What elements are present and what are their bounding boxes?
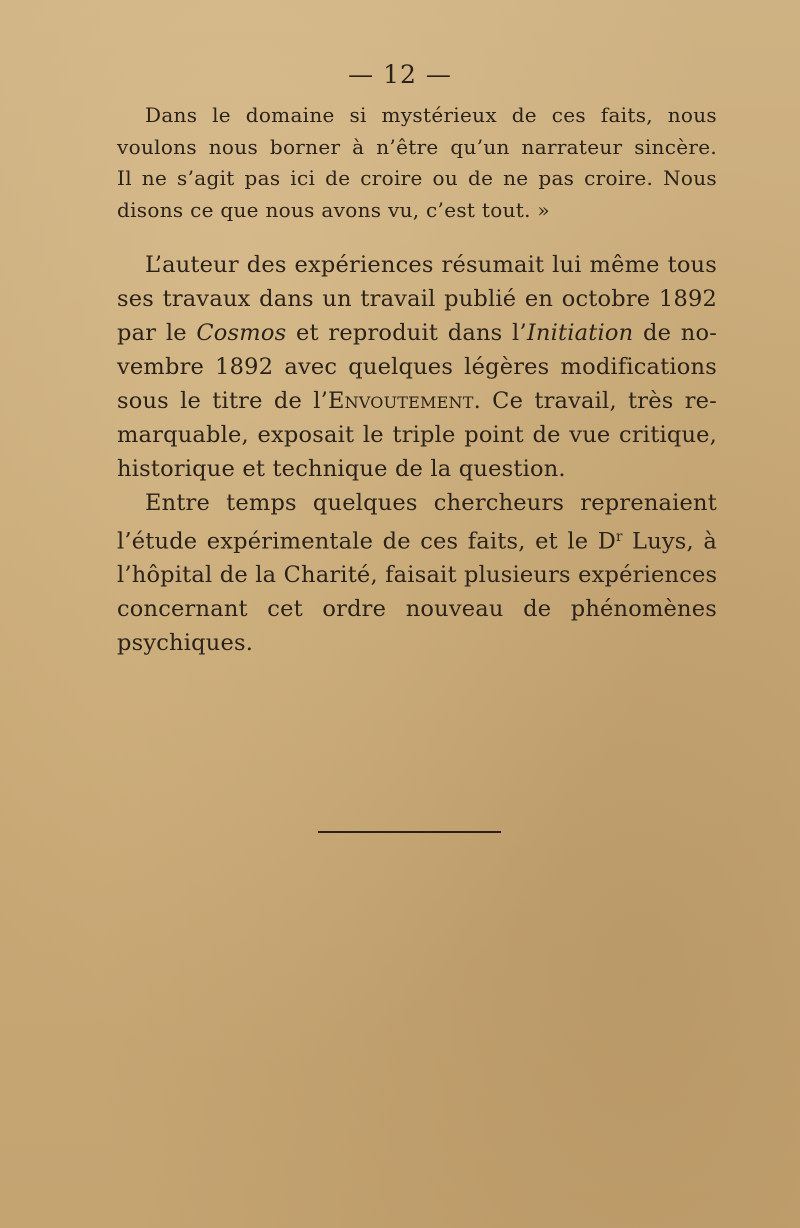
quote-line-3: Il ne s’agit pas ici de croire ou de ne pas croire. Nous [117,166,717,190]
p2-line-1-text: L’auteur des expériences résumait lui même tous [145,252,717,278]
initiation-title: Initiation [526,320,634,346]
paragraph-luys [117,486,717,660]
p3-line-1-text: Entre temps quelques chercheurs reprenaient [145,490,717,516]
p3-line-3: l’hôpital de la Charité, faisait plusieurs expériences [117,562,718,589]
paragraph-envoutement [117,248,717,486]
p2-line-5 [117,384,717,418]
body-text [117,100,717,660]
p2-line-3-b: et reproduit dans l’ [295,320,527,346]
p3-line-2-b: Luys, à [622,528,717,555]
p3-line-2-a: l’étude expérimentale de ces faits, et le D [117,528,616,555]
p2-line-3-c: de no- [642,320,717,346]
doctor-abbrev-superscript: r [615,529,623,545]
p3-line-1 [117,486,717,520]
p2-line-4: vembre 1892 avec quelques légères modifications [117,354,717,380]
p2-line-2: ses travaux dans un travail publié en octobre 1892 [117,286,717,312]
cosmos-title: Cosmos [196,320,287,346]
quote-line-2: voulons nous borner à n’être qu’un narrateur sincère. [117,134,717,159]
section-divider-rule [318,831,501,833]
p2-line-1 [117,248,717,282]
p2-line-7: historique et technique de la question. [117,456,566,482]
quote-line-1 [117,100,717,132]
p2-line-5-a: sous le titre de l’ [117,388,328,414]
p3-line-4: concernant cet ordre nouveau de phénomènes [117,596,717,623]
p3-line-5: psychiques. [117,630,254,657]
p2-line-5-b: . Ce travail, très re- [473,388,717,414]
quote-paragraph [117,100,717,226]
envoutement-title: Envoutement [327,388,474,414]
p2-line-6: marquable, exposait le triple point de vue critique, [117,422,717,448]
quote-line-1-text: Dans le domaine si mystérieux de ces faits, nous [145,103,717,127]
quote-line-4: disons ce que nous avons vu, c’est tout. » [117,197,550,222]
p3-line-2 [117,520,717,558]
page-number: — 12 — [348,60,452,89]
p2-line-3 [117,316,717,350]
p2-line-3-a: par le [117,320,187,346]
paragraph-gap [117,226,717,248]
